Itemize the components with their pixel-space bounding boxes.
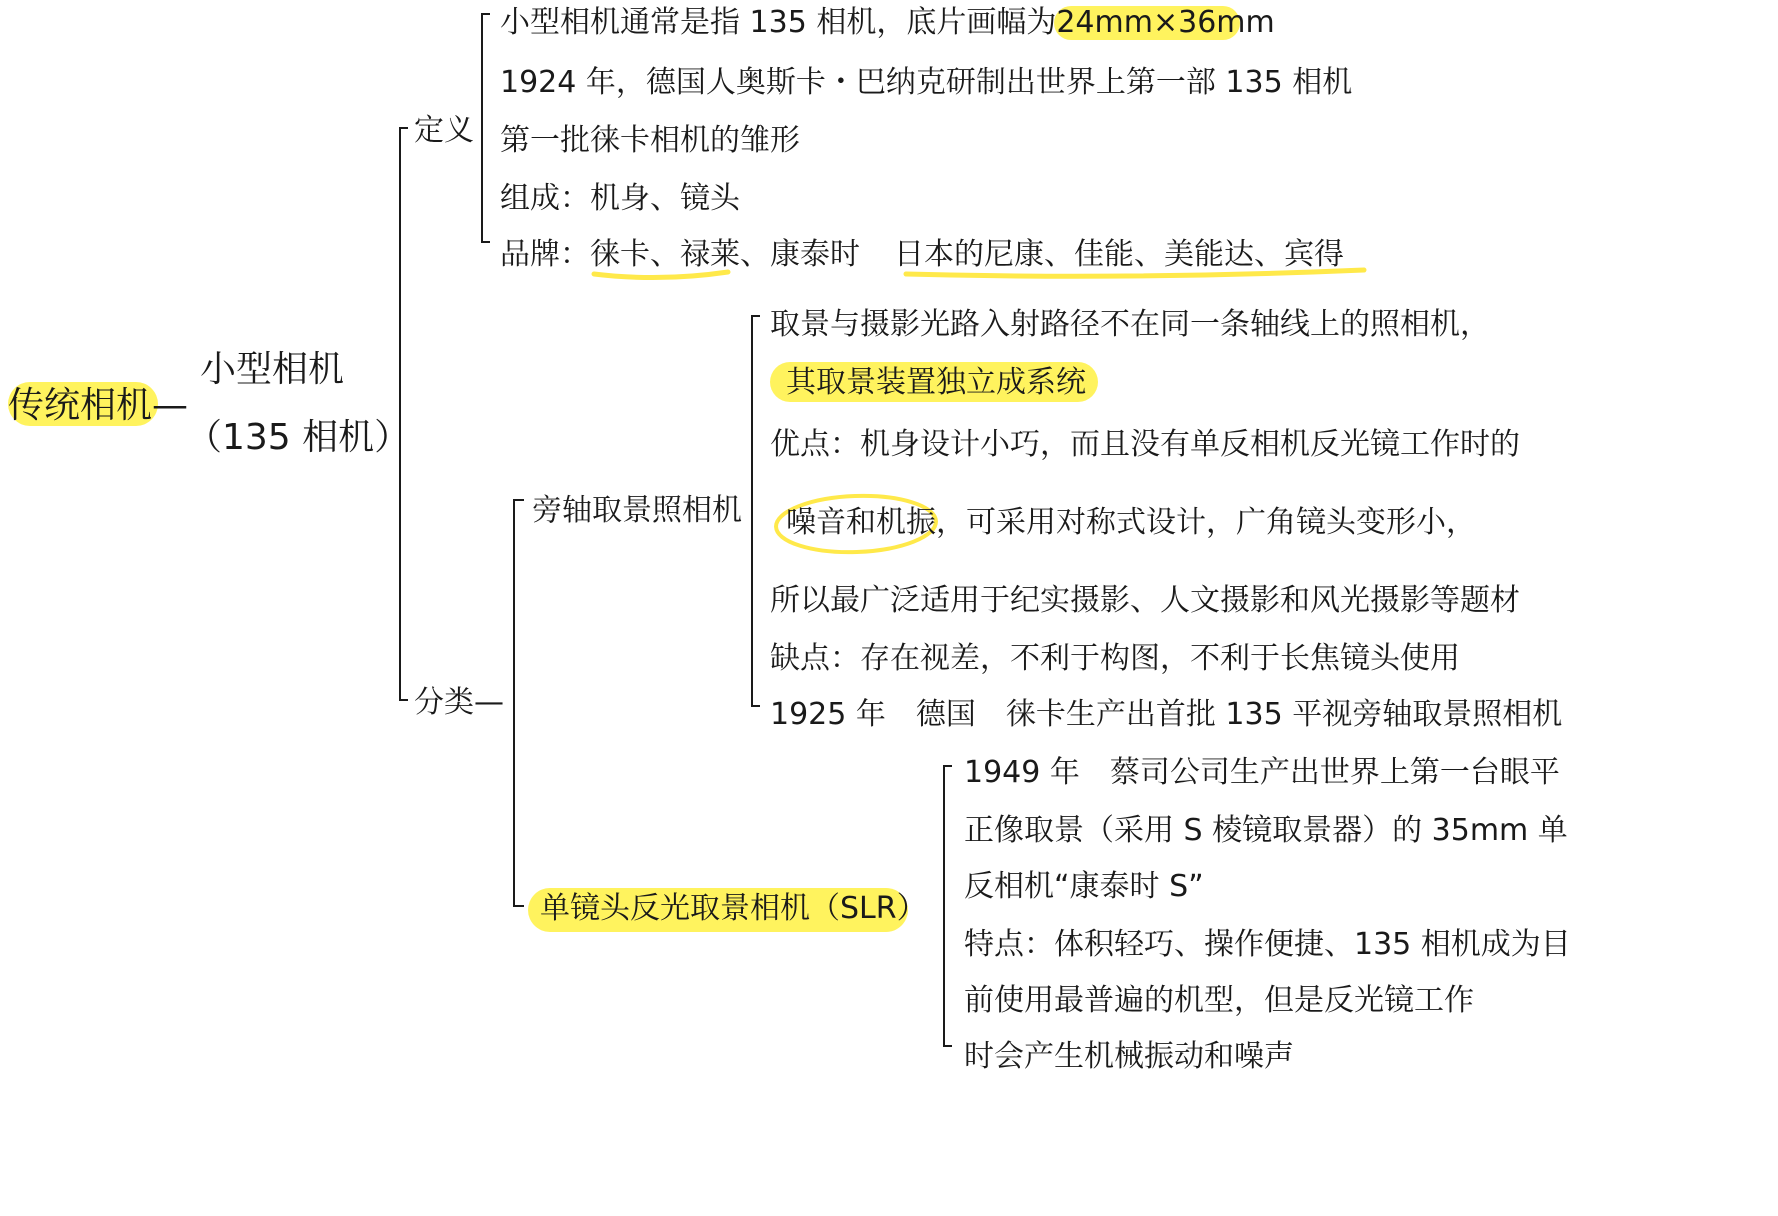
rangefinder-line-3: 优点：机身设计小巧，而且没有单反相机反光镜工作时的: [770, 427, 1520, 462]
classification-label: 分类—: [414, 685, 504, 720]
slr-line-4: 特点：体积轻巧、操作便捷、135 相机成为目: [964, 927, 1571, 962]
slr-label: 单镜头反光取景相机（SLR）: [540, 891, 927, 926]
brands-japan: 日本的尼康、佳能、美能达、宾得: [894, 237, 1344, 272]
rangefinder-line-6: 缺点：存在视差，不利于构图，不利于长焦镜头使用: [770, 641, 1460, 676]
brands-label: 品牌：: [500, 237, 590, 272]
definition-line-4: 组成：机身、镜头: [500, 181, 740, 216]
film-size: 24mm×36mm: [1056, 5, 1275, 40]
definition-brands: [500, 237, 1344, 272]
definition-line-2: 1924 年，德国人奥斯卡・巴纳克研制出世界上第一部 135 相机: [500, 65, 1353, 100]
noise-vibration-text: 噪音和机振: [786, 505, 936, 540]
slr-line-2: 正像取景（采用 S 棱镜取景器）的 35mm 单: [964, 813, 1568, 848]
rangefinder-line-4-rest: ，可采用对称式设计，广角镜头变形小，: [936, 505, 1476, 540]
slr-line-6: 时会产生机械振动和噪声: [964, 1039, 1294, 1074]
rangefinder-line-4: [786, 505, 1476, 540]
slr-line-5: 前使用最普遍的机型，但是反光镜工作: [964, 983, 1474, 1018]
brands-german-b: 、康泰时: [740, 237, 860, 272]
rangefinder-label: 旁轴取景照相机: [532, 493, 742, 528]
brands-german-a: 徕卡、禄莱: [590, 237, 740, 272]
definition-line-1: [500, 5, 1275, 40]
definition-label: 定义: [414, 113, 474, 148]
definition-line-1-text: 小型相机通常是指 135 相机，底片画幅为: [500, 5, 1057, 40]
rangefinder-line-7: 1925 年 德国 徕卡生产出首批 135 平视旁轴取景照相机: [770, 697, 1563, 732]
small-camera-subtitle: （135 相机）: [186, 417, 411, 458]
rangefinder-line-5: 所以最广泛适用于纪实摄影、人文摄影和风光摄影等题材: [770, 583, 1520, 618]
brand-underline-a: [594, 272, 728, 278]
rangefinder-line-2: 其取景装置独立成系统: [786, 365, 1086, 400]
slr-line-1: 1949 年 蔡司公司生产出世界上第一台眼平: [964, 755, 1560, 790]
definition-line-3: 第一批徕卡相机的雏形: [500, 123, 800, 158]
small-camera-title: 小型相机: [200, 349, 345, 390]
root-node: 传统相机—: [8, 385, 189, 426]
rangefinder-line-1: 取景与摄影光路入射路径不在同一条轴线上的照相机，: [770, 307, 1490, 342]
slr-line-3: 反相机“康泰时 S”: [964, 869, 1204, 904]
